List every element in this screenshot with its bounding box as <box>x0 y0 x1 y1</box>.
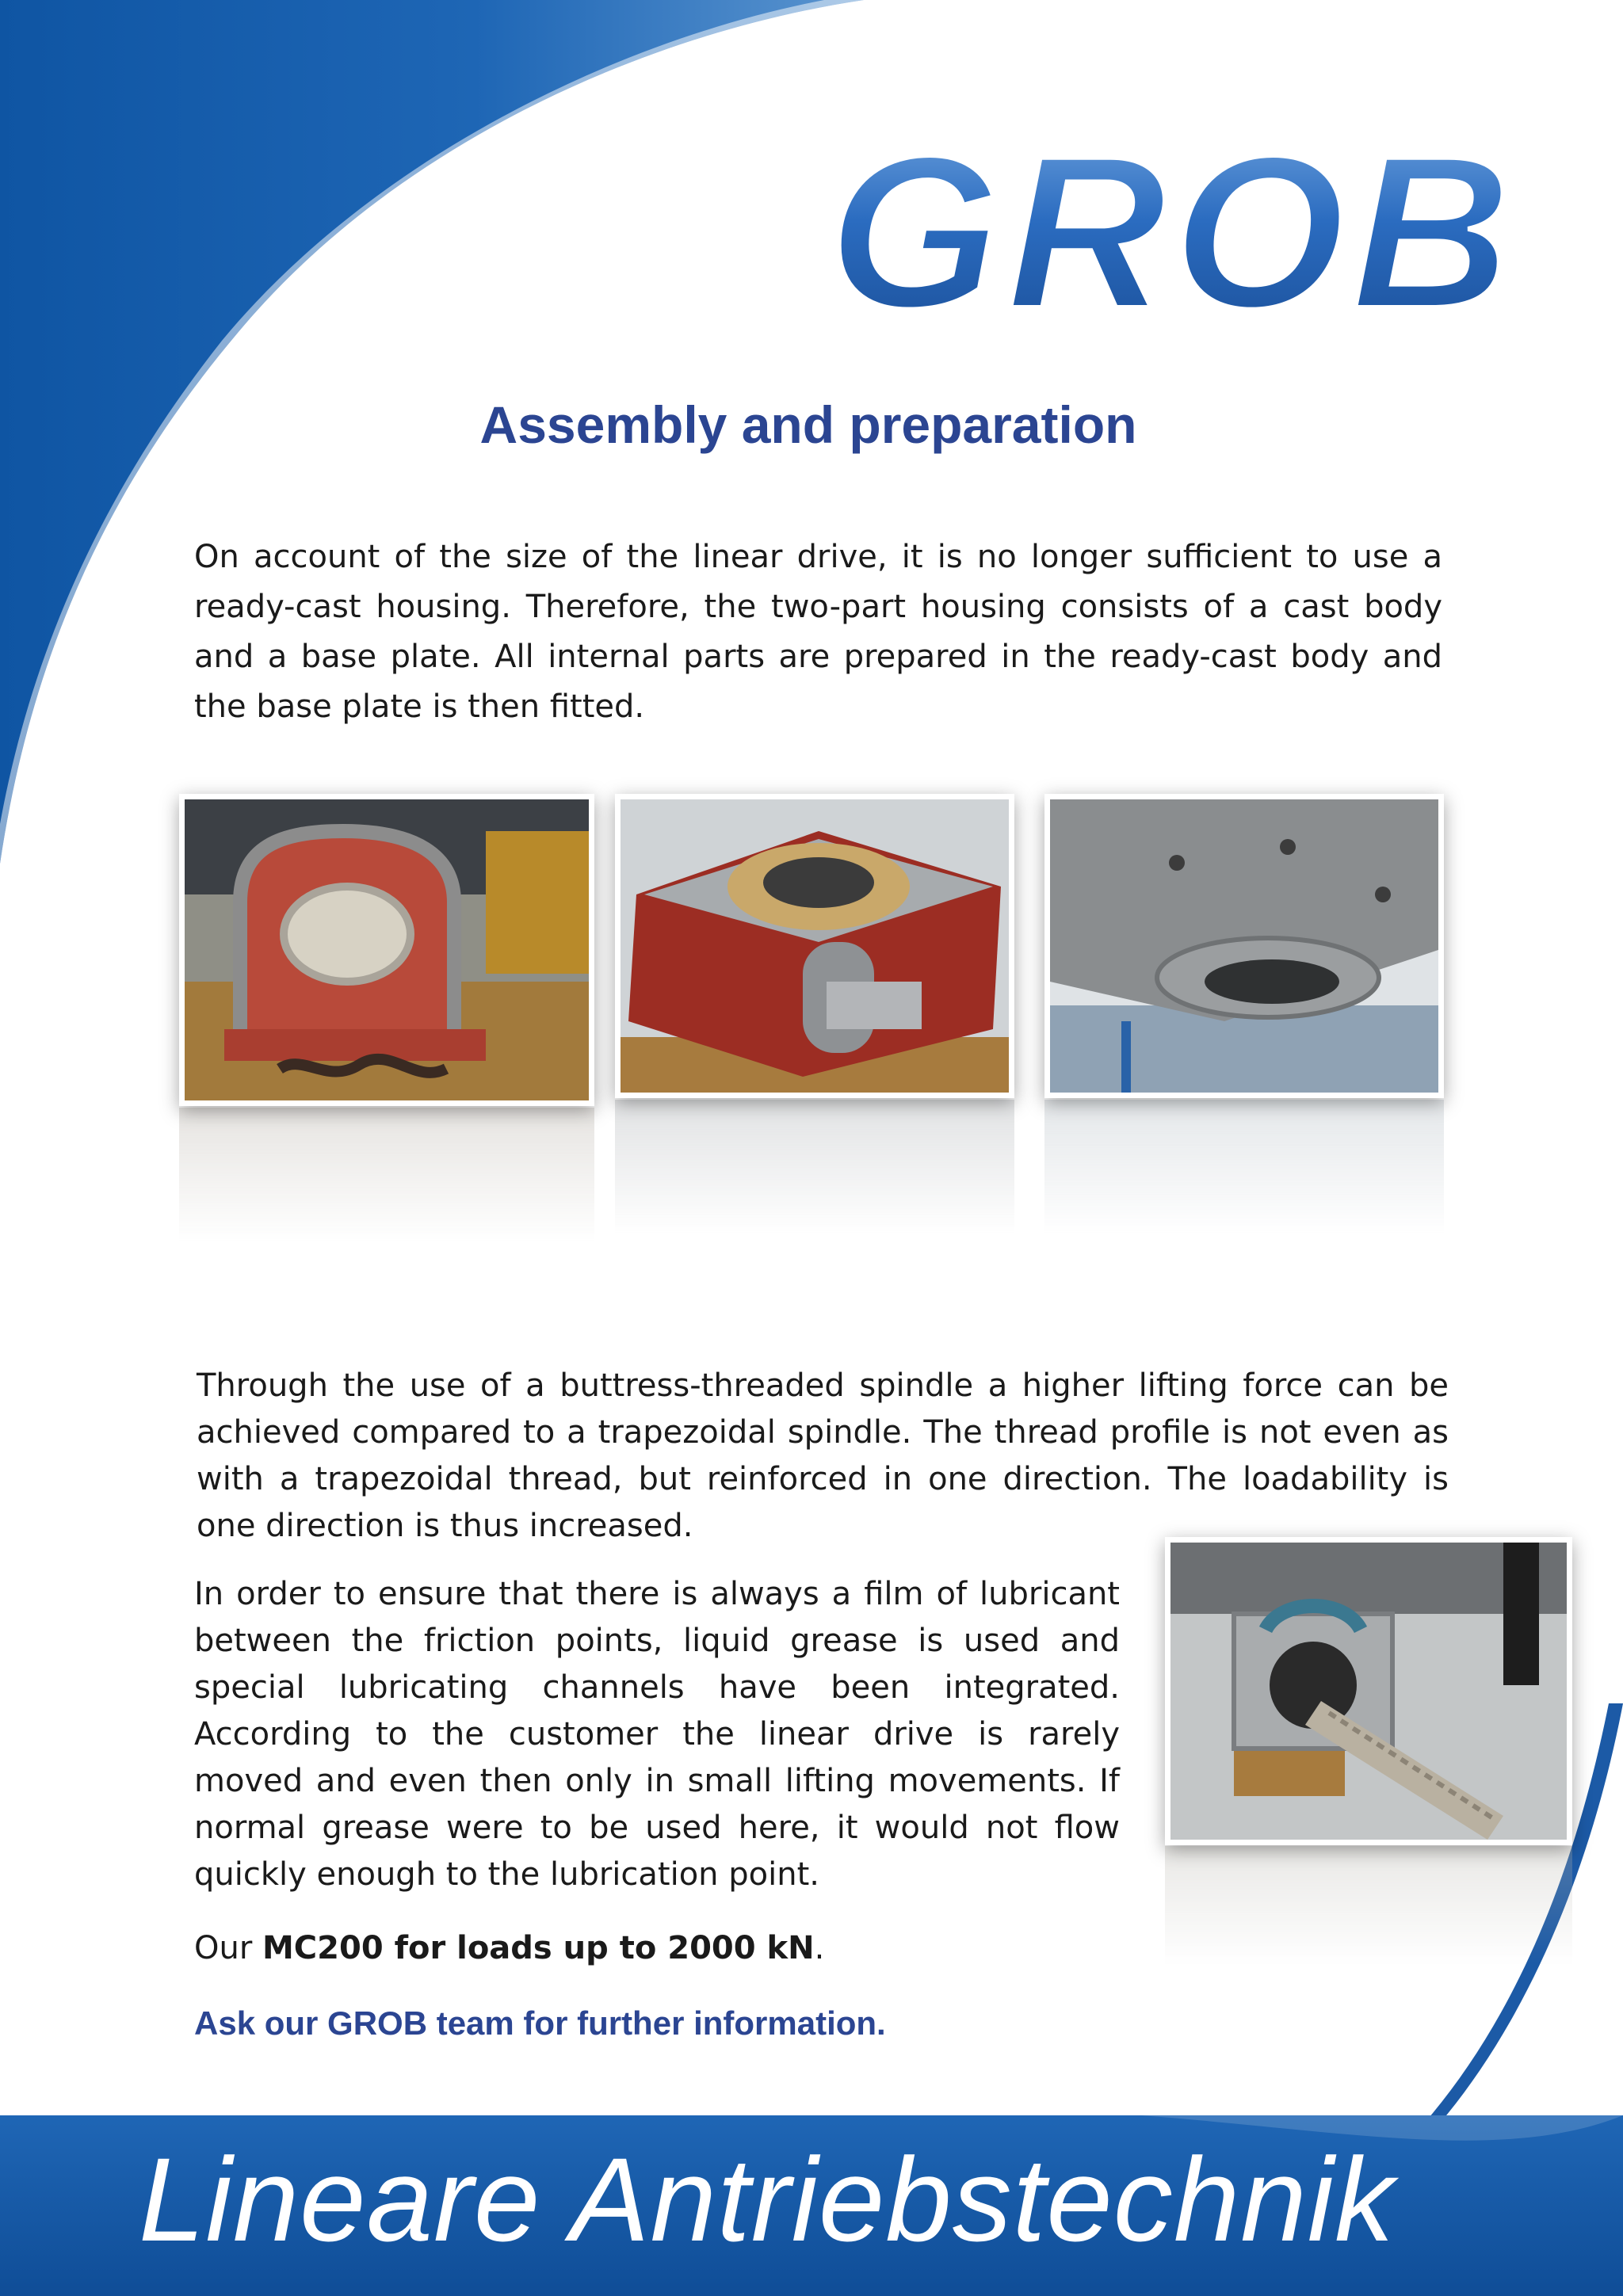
photo-spindle-drive-image <box>1170 1543 1567 1840</box>
photo-base-plate-image <box>1050 799 1438 1093</box>
product-summary-bold: MC200 for loads up to 2000 kN <box>262 1930 815 1966</box>
photo-base-plate-reflection <box>1044 1100 1444 1234</box>
contact-cta: Ask our GROB team for further information. <box>194 2004 886 2042</box>
photo-cast-housing-image <box>185 799 589 1100</box>
photo-base-plate <box>1044 794 1444 1098</box>
photo-spindle-drive <box>1165 1537 1572 1845</box>
grob-logo <box>816 119 1529 349</box>
photo-spindle-drive-reflection <box>1165 1846 1572 1965</box>
product-summary-prefix: Our <box>194 1930 262 1966</box>
paragraph-housing: On account of the size of the linear drive, it is no longer sufficient to use a ready-cast housing. Therefore, the two-part housing consists of a cast body and a base plate. All internal parts are prepared in the ready-cast body and the base plate is then fitted. <box>194 539 1442 725</box>
page-title: Assembly and preparation <box>479 395 1137 454</box>
footer-tagline: Lineare Antriebstechnik <box>139 2133 1396 2266</box>
photo-cast-housing <box>179 794 594 1106</box>
photo-cast-housing-reflection <box>179 1108 594 1242</box>
photo-housing-bearing-reflection <box>615 1100 1014 1234</box>
photo-housing-bearing <box>615 794 1014 1098</box>
paragraph-spindle: Through the use of a buttress-threaded spindle a higher lifting force can be achieved compared to a trapezoidal spindle. The thread profile is not even as with a trapezoidal thread, but reinforced in one direction. The loadability is one direction is thus increased. <box>197 1367 1449 1544</box>
photo-housing-bearing-image <box>621 799 1009 1093</box>
paragraph-lubrication: In order to ensure that there is always a film of lubricant between the friction points, liquid grease is used and special lubricating channels have been integrated. According to the customer the linear drive is rarely moved and even then only in small lifting movements. If normal grease were to be used here, it would not flow quickly enough to the lubrication point. <box>194 1576 1120 1893</box>
product-summary <box>194 1925 1120 1972</box>
product-summary-suffix: . <box>814 1930 825 1966</box>
logo-text: GROB <box>828 119 1518 349</box>
